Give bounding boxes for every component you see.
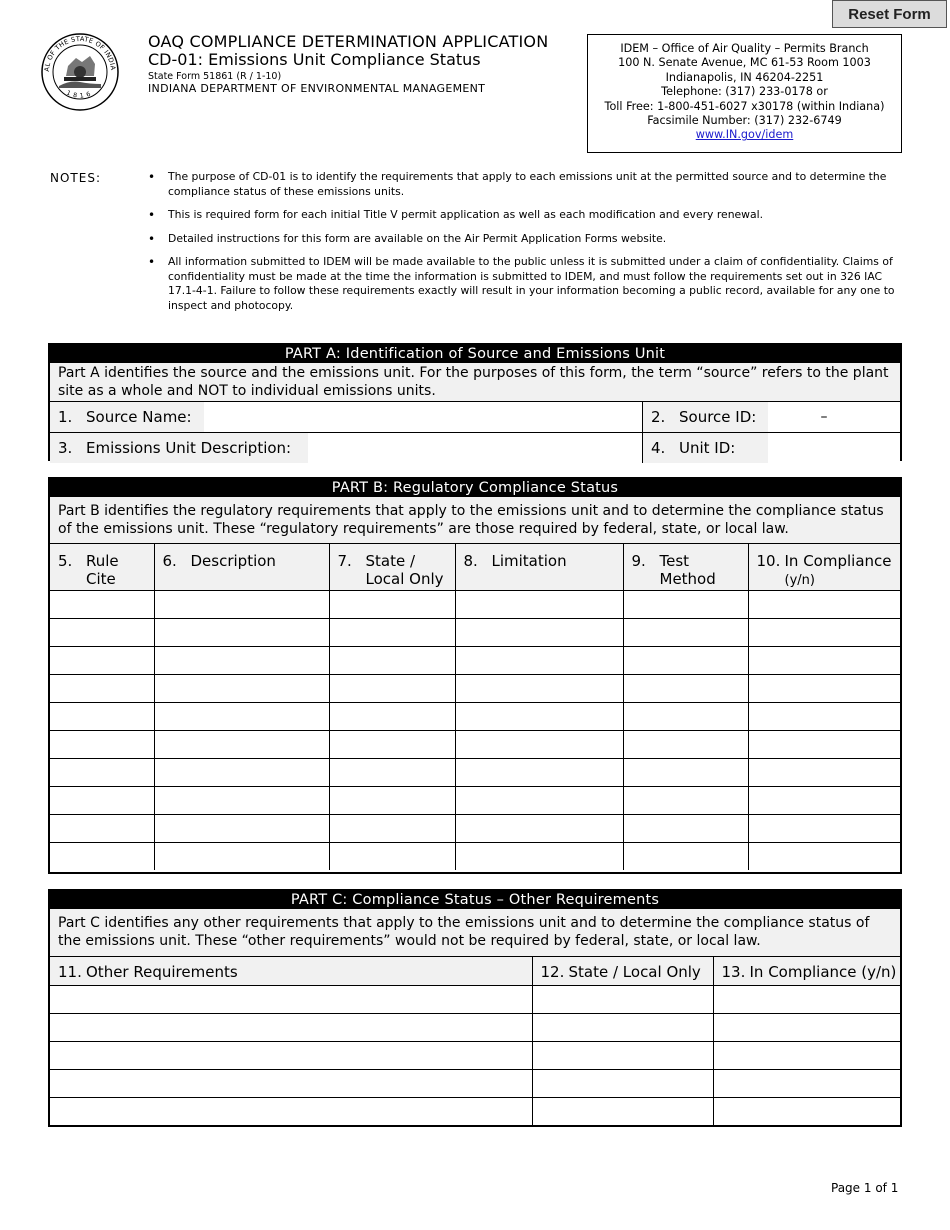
table-row <box>50 731 900 759</box>
table-input-cell[interactable] <box>329 675 455 703</box>
table-input-cell[interactable] <box>154 843 329 871</box>
table-input-cell[interactable] <box>532 1013 713 1041</box>
unit-id-label: 4. Unit ID: <box>642 433 768 463</box>
table-input-cell[interactable] <box>50 703 154 731</box>
table-input-cell[interactable] <box>329 591 455 619</box>
table-input-cell[interactable] <box>748 647 900 675</box>
table-input-cell[interactable] <box>455 647 623 675</box>
table-input-cell[interactable] <box>623 647 748 675</box>
table-input-cell[interactable] <box>455 759 623 787</box>
table-input-cell[interactable] <box>713 1041 900 1069</box>
table-input-cell[interactable] <box>713 1069 900 1097</box>
page-number: Page 1 of 1 <box>831 1181 899 1195</box>
col-other-requirements: 11. Other Requirements <box>50 957 532 985</box>
table-input-cell[interactable] <box>455 591 623 619</box>
table-input-cell[interactable] <box>329 703 455 731</box>
part-a-row-1 <box>50 402 900 433</box>
part-c-rows <box>50 985 900 1125</box>
source-id-input[interactable]: – <box>768 402 900 432</box>
table-row <box>50 1041 900 1069</box>
col-state-local: 7. State / Local Only <box>329 544 455 591</box>
table-input-cell[interactable] <box>50 815 154 843</box>
part-c-heading: PART C: Compliance Status – Other Requirements <box>50 891 900 909</box>
table-row <box>50 675 900 703</box>
table-input-cell[interactable] <box>623 815 748 843</box>
table-input-cell[interactable] <box>154 619 329 647</box>
table-input-cell[interactable] <box>623 759 748 787</box>
contact-box <box>587 34 902 153</box>
table-input-cell[interactable] <box>154 647 329 675</box>
table-input-cell[interactable] <box>50 591 154 619</box>
table-input-cell[interactable] <box>50 759 154 787</box>
note-item: • Detailed instructions for this form are available on the Air Permit Application Forms website. <box>148 232 896 247</box>
table-input-cell[interactable] <box>623 731 748 759</box>
table-row <box>50 815 900 843</box>
col-test-method: 9. Test Method <box>623 544 748 591</box>
table-input-cell[interactable] <box>748 843 900 871</box>
table-input-cell[interactable] <box>532 1097 713 1125</box>
table-input-cell[interactable] <box>329 815 455 843</box>
table-input-cell[interactable] <box>455 815 623 843</box>
part-c-intro: Part C identifies any other requirements that apply to the emissions unit and to determine the compliance status of the emissions unit. These “other requirements” would not be required by federal, state, or local law. <box>50 909 900 957</box>
table-input-cell[interactable] <box>154 731 329 759</box>
table-row <box>50 985 900 1013</box>
form-header <box>148 33 588 95</box>
table-input-cell[interactable] <box>329 843 455 871</box>
table-row <box>50 1013 900 1041</box>
table-input-cell[interactable] <box>748 675 900 703</box>
table-input-cell[interactable] <box>50 787 154 815</box>
table-row <box>50 591 900 619</box>
part-a-heading: PART A: Identification of Source and Emissions Unit <box>50 345 900 363</box>
table-row <box>50 647 900 675</box>
table-input-cell[interactable] <box>154 787 329 815</box>
table-row <box>50 843 900 871</box>
form-title: OAQ COMPLIANCE DETERMINATION APPLICATION <box>148 32 549 51</box>
form-subtitle: CD-01: Emissions Unit Compliance Status <box>148 50 481 70</box>
note-item: • This is required form for each initial Title V permit application as well as each modification and every renewal. <box>148 208 896 223</box>
table-input-cell[interactable] <box>748 787 900 815</box>
table-input-cell[interactable] <box>623 675 748 703</box>
table-input-cell[interactable] <box>329 759 455 787</box>
seal-text-top: AL OF THE STATE OF INDIA <box>42 34 118 72</box>
table-input-cell[interactable] <box>50 1041 532 1069</box>
table-input-cell[interactable] <box>329 731 455 759</box>
table-input-cell[interactable] <box>50 985 532 1013</box>
table-row <box>50 619 900 647</box>
table-row <box>50 787 900 815</box>
notes-label: NOTES: <box>50 171 101 185</box>
contact-line: IDEM – Office of Air Quality – Permits Branch <box>620 42 869 55</box>
source-name-input[interactable] <box>204 402 642 432</box>
table-input-cell[interactable] <box>154 815 329 843</box>
table-input-cell[interactable] <box>532 1041 713 1069</box>
source-name-label: 1. Source Name: <box>50 402 204 432</box>
state-seal-icon <box>40 32 120 112</box>
table-input-cell[interactable] <box>329 787 455 815</box>
table-input-cell[interactable] <box>623 591 748 619</box>
contact-line: Indianapolis, IN 46204-2251 <box>665 70 824 84</box>
table-input-cell[interactable] <box>455 843 623 871</box>
regulatory-requirements-table <box>50 544 900 870</box>
unit-description-label: 3. Emissions Unit Description: <box>50 433 308 463</box>
part-b-intro: Part B identifies the regulatory requirements that apply to the emissions unit and to determine the compliance status of the emissions unit. These “regulatory requirements” are those required by federal, state, or local law. <box>50 497 900 544</box>
table-input-cell[interactable] <box>532 1069 713 1097</box>
table-row <box>50 1097 900 1125</box>
note-item: • The purpose of CD-01 is to identify the requirements that apply to each emissions unit at the permitted source and to determine the compliance status of these emissions units. <box>148 170 896 199</box>
col-c-in-compliance: 13. In Compliance (y/n) <box>713 957 900 985</box>
table-input-cell[interactable] <box>713 1097 900 1125</box>
table-input-cell[interactable] <box>748 619 900 647</box>
contact-line: Telephone: (317) 233-0178 or <box>661 85 828 99</box>
table-input-cell[interactable] <box>455 731 623 759</box>
table-input-cell[interactable] <box>50 1013 532 1041</box>
col-c-state-local: 12. State / Local Only <box>532 957 713 985</box>
table-input-cell[interactable] <box>154 675 329 703</box>
part-b-rows <box>50 591 900 871</box>
table-input-cell[interactable] <box>50 1097 532 1125</box>
unit-description-input[interactable] <box>308 433 642 463</box>
table-row <box>50 1069 900 1097</box>
table-input-cell[interactable] <box>50 731 154 759</box>
table-input-cell[interactable] <box>748 815 900 843</box>
svg-text:1816 <box>65 90 94 100</box>
table-input-cell[interactable] <box>154 703 329 731</box>
table-input-cell[interactable] <box>455 787 623 815</box>
contact-line: Toll Free: 1-800-451-6027 x30178 (within Indiana) <box>604 99 885 113</box>
contact-line: 100 N. Senate Avenue, MC 61-53 Room 1003 <box>618 56 871 70</box>
part-c-section <box>48 889 902 1127</box>
part-b-section <box>48 477 902 874</box>
other-requirements-table <box>50 957 900 1125</box>
notes-list <box>148 170 896 322</box>
table-input-cell[interactable] <box>329 647 455 675</box>
table-input-cell[interactable] <box>154 591 329 619</box>
seal-text-year: 1816 <box>65 89 95 100</box>
col-in-compliance: 10. In Compliance (y/n) <box>748 544 900 591</box>
table-input-cell[interactable] <box>154 759 329 787</box>
col-rule-cite: 5. Rule Cite <box>50 544 154 591</box>
part-a-section <box>48 343 902 461</box>
part-a-row-2 <box>50 433 900 463</box>
table-input-cell[interactable] <box>455 619 623 647</box>
table-input-cell[interactable] <box>713 985 900 1013</box>
table-input-cell[interactable] <box>532 985 713 1013</box>
table-input-cell[interactable] <box>455 675 623 703</box>
note-item: • All information submitted to IDEM will be made available to the public unless it is submitted under a claim of confidentiality. Claims of confidentiality must be made at the time the information is submitted to IDEM, and must follow the requirements set out in 326 IAC 17.1-4-1. Failure to follow these requirements exactly will result in your information becoming a public record, available for any one to inspect and photocopy. <box>148 255 896 313</box>
col-limitation: 8. Limitation <box>455 544 623 591</box>
table-input-cell[interactable] <box>50 619 154 647</box>
idem-website-link[interactable]: www.IN.gov/idem <box>695 128 794 142</box>
form-number: State Form 51861 (R / 1-10) <box>148 70 282 82</box>
table-input-cell[interactable] <box>748 591 900 619</box>
table-input-cell[interactable] <box>50 1069 532 1097</box>
table-input-cell[interactable] <box>50 647 154 675</box>
table-input-cell[interactable] <box>623 843 748 871</box>
table-input-cell[interactable] <box>623 787 748 815</box>
contact-line: Facsimile Number: (317) 232-6749 <box>647 114 842 128</box>
table-row <box>50 703 900 731</box>
table-input-cell[interactable] <box>713 1013 900 1041</box>
part-a-intro: Part A identifies the source and the emissions unit. For the purposes of this form, the term “source” refers to the plant site as a whole and NOT to individual emissions units. <box>50 363 900 402</box>
table-input-cell[interactable] <box>748 703 900 731</box>
table-input-cell[interactable] <box>50 843 154 871</box>
col-description: 6. Description <box>154 544 329 591</box>
source-id-label: 2. Source ID: <box>642 402 768 432</box>
table-input-cell[interactable] <box>623 619 748 647</box>
part-b-heading: PART B: Regulatory Compliance Status <box>50 479 900 497</box>
table-input-cell[interactable] <box>748 731 900 759</box>
table-input-cell[interactable] <box>329 619 455 647</box>
reset-form-button[interactable]: Reset Form <box>832 0 947 28</box>
table-row <box>50 759 900 787</box>
table-input-cell[interactable] <box>455 703 623 731</box>
table-input-cell[interactable] <box>50 675 154 703</box>
agency-name: INDIANA DEPARTMENT OF ENVIRONMENTAL MANAGEMENT <box>148 81 486 95</box>
table-input-cell[interactable] <box>748 759 900 787</box>
unit-id-input[interactable] <box>768 433 900 463</box>
table-input-cell[interactable] <box>623 703 748 731</box>
